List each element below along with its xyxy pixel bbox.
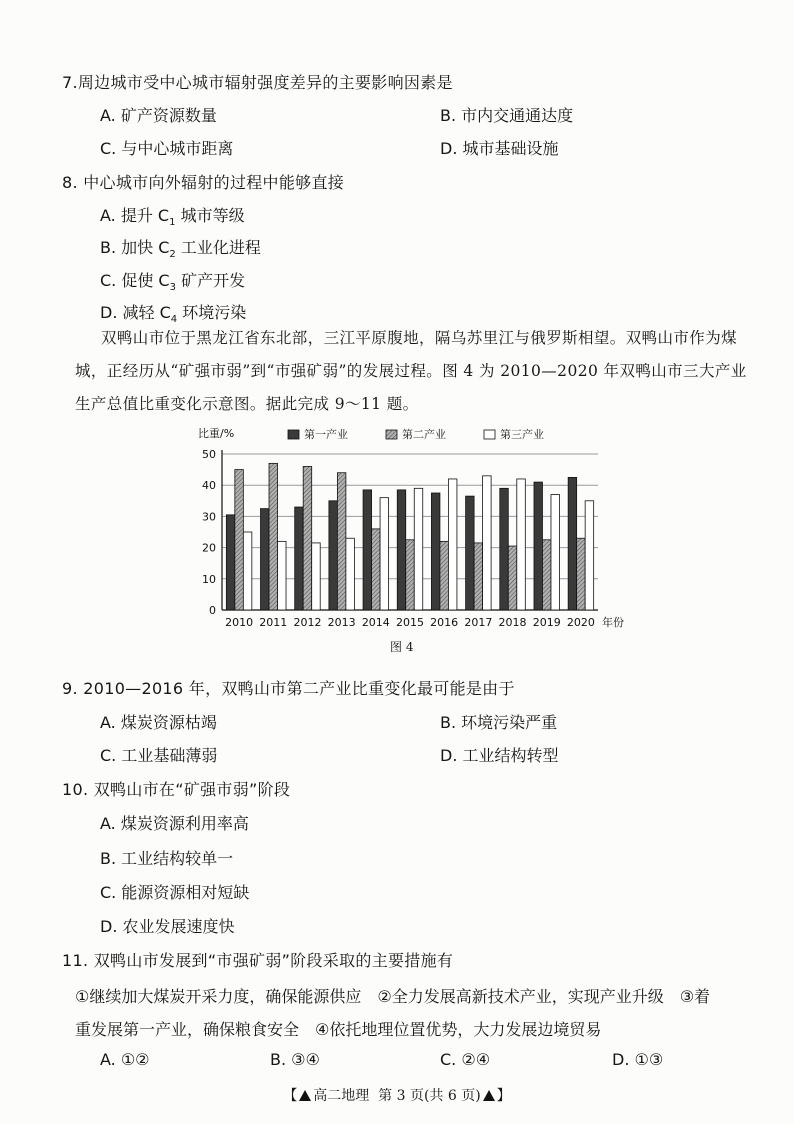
bar (303, 466, 312, 610)
q11-option-a: A. ①② (100, 1050, 150, 1069)
q7-option-d: D. 城市基础设施 (440, 139, 559, 158)
q8-a-sub: 1 (169, 217, 176, 229)
bar (448, 479, 457, 610)
bar (278, 541, 287, 610)
q11-option-d: D. ①③ (612, 1050, 664, 1069)
q11-statements-line2: 重发展第一产业，确保粮食安全 ④依托地理位置优势，大力发展边境贸易 (75, 1020, 602, 1039)
industry-share-chart (190, 420, 624, 635)
bar (577, 538, 586, 610)
q8-b-text: B. 加快 C (100, 238, 170, 257)
x-tick-label: 2011 (259, 616, 288, 629)
bar (226, 515, 235, 610)
y-tick-label: 0 (209, 604, 216, 617)
legend-swatch (288, 430, 299, 439)
page-footer (0, 1085, 794, 1105)
triangle-icon (299, 1090, 311, 1101)
bar (337, 473, 346, 610)
q10-option-b: B. 工业结构较单一 (100, 849, 234, 868)
x-tick-label: 2020 (566, 616, 595, 629)
bar (483, 476, 492, 610)
intro-text: 双鸭山市位于黑龙江省东北部，三江平原腹地，隔乌苏里江与俄罗斯相望。双鸭山市作为煤城，正经历从“矿强市弱”到“市强矿弱”的发展过程。图 4 为 2010—2020 年双鸭山市三大产业生产总值比重变化示意图。据此完成 9～11 题。 (75, 329, 747, 413)
bar (329, 501, 338, 610)
triangle-icon (483, 1090, 495, 1101)
bar (551, 495, 560, 610)
legend-swatch (484, 430, 495, 439)
q7-stem: 7.周边城市受中心城市辐射强度差异的主要影响因素是 (62, 73, 453, 92)
q9-stem: 9. 2010—2016 年，双鸭山市第二产业比重变化最可能是由于 (62, 679, 515, 698)
q11-option-b: B. ③④ (270, 1050, 320, 1069)
q8-d-rest: 环境污染 (177, 303, 247, 322)
bar (568, 477, 577, 610)
q8-option-a (100, 203, 245, 228)
legend-label: 第二产业 (402, 428, 446, 441)
bar (243, 532, 252, 610)
q8-b-sub: 2 (169, 249, 176, 261)
q8-b-rest: 工业化进程 (175, 238, 261, 257)
bar (414, 488, 423, 610)
x-tick-label: 2019 (532, 616, 561, 629)
footer-page-number: 第 3 页(共 6 页) (378, 1088, 481, 1104)
bar (261, 509, 270, 610)
q8-a-text: A. 提升 C (100, 206, 170, 225)
legend-label: 第一产业 (304, 428, 348, 441)
y-tick-label: 10 (202, 572, 216, 586)
q10-option-a: A. 煤炭资源利用率高 (100, 814, 249, 833)
q8-stem: 8. 中心城市向外辐射的过程中能够直接 (62, 173, 345, 192)
q7-option-a: A. 矿产资源数量 (100, 106, 217, 125)
bar (363, 490, 372, 610)
q8-c-sub: 3 (169, 282, 176, 294)
y-tick-label: 50 (202, 448, 216, 461)
bar (346, 538, 355, 610)
x-tick-label: 2010 (225, 616, 254, 629)
bar (406, 540, 415, 610)
q9-option-a: A. 煤炭资源枯竭 (100, 713, 217, 732)
figure-caption: 图 4 (390, 640, 414, 654)
q9-option-c: C. 工业基础薄弱 (100, 746, 218, 765)
bar (474, 543, 483, 610)
bar (508, 546, 516, 610)
q8-c-rest: 矿产开发 (175, 271, 246, 290)
bar (380, 498, 389, 610)
q11-stem: 11. 双鸭山市发展到“市强矿弱”阶段采取的主要措施有 (62, 951, 454, 970)
bar (235, 470, 244, 610)
x-tick-label: 2018 (498, 616, 527, 629)
bar (534, 482, 543, 610)
bar (269, 463, 278, 610)
q9-option-d: D. 工业结构转型 (440, 746, 559, 765)
q7-option-b: B. 市内交通通达度 (440, 106, 574, 125)
q10-option-d: D. 农业发展速度快 (100, 917, 235, 936)
q10-option-c: C. 能源资源相对短缺 (100, 883, 250, 902)
bar (440, 541, 449, 610)
bar (517, 479, 526, 610)
bar (431, 493, 440, 610)
bar (295, 507, 304, 610)
bar (312, 543, 321, 610)
x-tick-label: 2017 (464, 616, 493, 629)
bar (466, 496, 475, 610)
intro-paragraph (75, 322, 751, 421)
x-tick-label: 2013 (327, 616, 356, 629)
y-tick-label: 30 (202, 510, 216, 524)
x-tick-label: 2012 (293, 616, 322, 629)
q8-d-sub: 4 (170, 314, 178, 326)
footer-subject: 高二地理 (313, 1088, 370, 1104)
q8-a-rest: 城市等级 (175, 206, 245, 225)
q7-option-c: C. 与中心城市距离 (100, 139, 234, 158)
bar (542, 540, 551, 610)
q8-option-b (100, 235, 261, 260)
x-tick-label: 2014 (361, 616, 390, 629)
bar (500, 488, 509, 610)
q11-option-c: C. ②④ (440, 1050, 491, 1069)
x-axis-label: 年份 (602, 616, 624, 629)
legend-label: 第三产业 (500, 428, 544, 441)
footer-right-bracket: 】 (496, 1088, 511, 1104)
q8-d-text: D. 减轻 C (100, 303, 171, 322)
footer-left-bracket: 【 (283, 1088, 298, 1104)
q11-statements-line1: ①继续加大煤炭开采力度，确保能源供应 ②全力发展高新技术产业，实现产业升级 ③着 (75, 987, 711, 1006)
q10-stem: 10. 双鸭山市在“矿强市弱”阶段 (62, 780, 291, 799)
bar (372, 529, 381, 610)
x-tick-label: 2016 (430, 616, 459, 629)
q9-option-b: B. 环境污染严重 (440, 713, 558, 732)
y-axis-label: 比重/% (198, 427, 235, 440)
q8-option-c (100, 268, 245, 293)
x-tick-label: 2015 (396, 616, 424, 629)
y-tick-label: 20 (202, 541, 216, 555)
legend-swatch (386, 430, 397, 439)
bar (585, 501, 594, 610)
q8-c-text: C. 促使 C (100, 271, 170, 290)
y-tick-label: 40 (202, 479, 216, 493)
bar (397, 490, 406, 610)
